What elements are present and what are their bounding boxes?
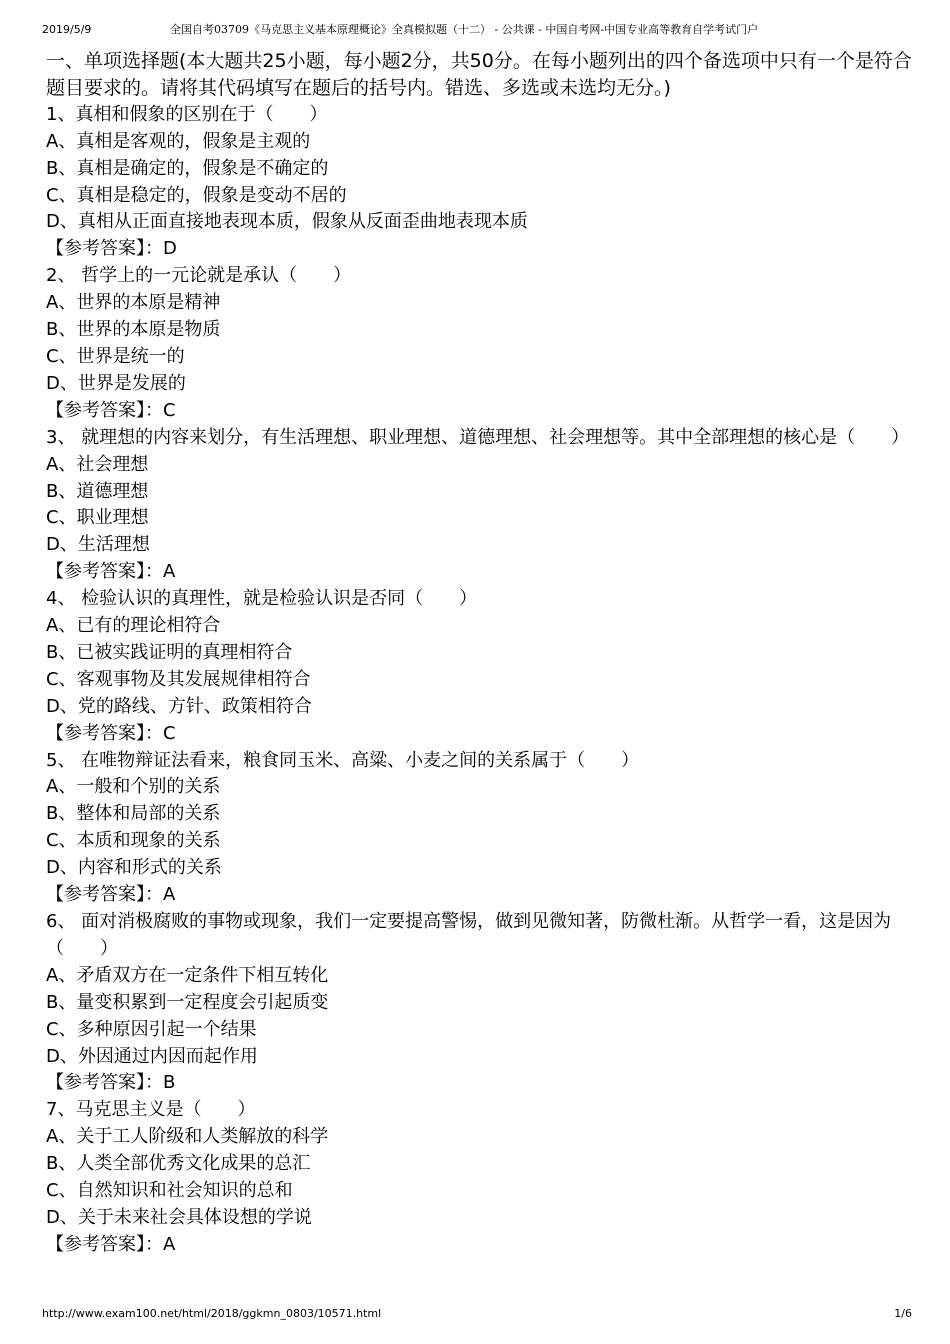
option-c: C、职业理想 <box>46 507 149 529</box>
option-b: B、整体和局部的关系 <box>46 803 221 825</box>
option-a: A、社会理想 <box>46 453 149 475</box>
option-a: A、一般和个别的关系 <box>46 776 221 798</box>
option-c: C、自然知识和社会知识的总和 <box>46 1180 293 1202</box>
question-stem: 3、 就理想的内容来划分，有生活理想、职业理想、道德理想、社会理想等。其中全部理想的核心是（ ） <box>46 426 910 448</box>
option-d: D、世界是发展的 <box>46 372 186 394</box>
option-c: C、多种原因引起一个结果 <box>46 1018 257 1040</box>
reference-answer: 【参考答案】：A <box>46 1233 176 1255</box>
option-a: A、真相是客观的，假象是主观的 <box>46 130 311 152</box>
option-b: B、已被实践证明的真理相符合 <box>46 641 293 663</box>
option-b: B、道德理想 <box>46 480 149 502</box>
reference-answer: 【参考答案】：C <box>46 722 176 744</box>
source-url: http://www.exam100.net/html/2018/ggkmn_0803/10571.html <box>42 1307 382 1320</box>
option-c: C、真相是稳定的，假象是变动不居的 <box>46 184 347 206</box>
section-title: 一、单项选择题(本大题共25小题，每小题2分，共50分。在每小题列出的四个备选项中只有一个是符合题目要求的。请将其代码填写在题后的括号内。错选、多选或未选均无分。) <box>46 50 912 99</box>
question-stem: 5、 在唯物辩证法看来，粮食同玉米、高粱、小麦之间的关系属于（ ） <box>46 749 640 771</box>
option-d: D、生活理想 <box>46 534 150 556</box>
option-a: A、世界的本原是精神 <box>46 292 221 314</box>
question-block <box>46 102 916 263</box>
reference-answer: 【参考答案】：A <box>46 561 176 583</box>
option-d: D、真相从正面直接地表现本质，假象从反面歪曲地表现本质 <box>46 211 528 233</box>
question-block <box>46 586 916 747</box>
question-block <box>46 263 916 424</box>
question-stem: 6、 面对消极腐败的事物或现象，我们一定要提高警惕，做到见微知著，防微杜渐。从哲学一看，这是因为（ ） <box>46 911 892 959</box>
option-c: C、客观事物及其发展规律相符合 <box>46 668 311 690</box>
question-block <box>46 748 916 909</box>
option-d: D、内容和形式的关系 <box>46 857 222 879</box>
option-c: C、本质和现象的关系 <box>46 830 221 852</box>
option-b: B、世界的本原是物质 <box>46 319 221 341</box>
option-a: A、矛盾双方在一定条件下相互转化 <box>46 964 329 986</box>
option-a: A、已有的理论相符合 <box>46 615 221 637</box>
document-body <box>46 48 916 1259</box>
question-block <box>46 909 916 1097</box>
question-stem: 7、马克思主义是（ ） <box>46 1099 256 1121</box>
question-stem: 4、 检验认识的真理性，就是检验认识是否同（ ） <box>46 588 478 610</box>
option-b: B、真相是确定的，假象是不确定的 <box>46 157 329 179</box>
option-c: C、世界是统一的 <box>46 345 185 367</box>
reference-answer: 【参考答案】：B <box>46 1072 176 1094</box>
option-b: B、人类全部优秀文化成果的总汇 <box>46 1153 311 1175</box>
option-d: D、党的路线、方针、政策相符合 <box>46 695 312 717</box>
reference-answer: 【参考答案】：C <box>46 399 176 421</box>
print-date: 2019/5/9 <box>42 23 92 36</box>
page-number: 1/6 <box>894 1307 912 1320</box>
question-block <box>46 425 916 586</box>
page-title: 全国自考03709《马克思主义基本原理概论》全真模拟题（十二） - 公共课 - 中国自考网-中国专业高等教育自学考试门户 <box>170 23 759 36</box>
question-stem: 1、真相和假象的区别在于（ ） <box>46 103 328 125</box>
option-d: D、外因通过内因而起作用 <box>46 1045 258 1067</box>
print-header <box>0 22 950 38</box>
question-stem: 2、 哲学上的一元论就是承认（ ） <box>46 265 352 287</box>
option-d: D、关于未来社会具体设想的学说 <box>46 1206 312 1228</box>
reference-answer: 【参考答案】：D <box>46 238 177 260</box>
reference-answer: 【参考答案】：A <box>46 884 176 906</box>
option-a: A、关于工人阶级和人类解放的科学 <box>46 1126 329 1148</box>
option-b: B、量变积累到一定程度会引起质变 <box>46 991 329 1013</box>
question-block <box>46 1097 916 1258</box>
print-footer <box>0 1306 950 1322</box>
